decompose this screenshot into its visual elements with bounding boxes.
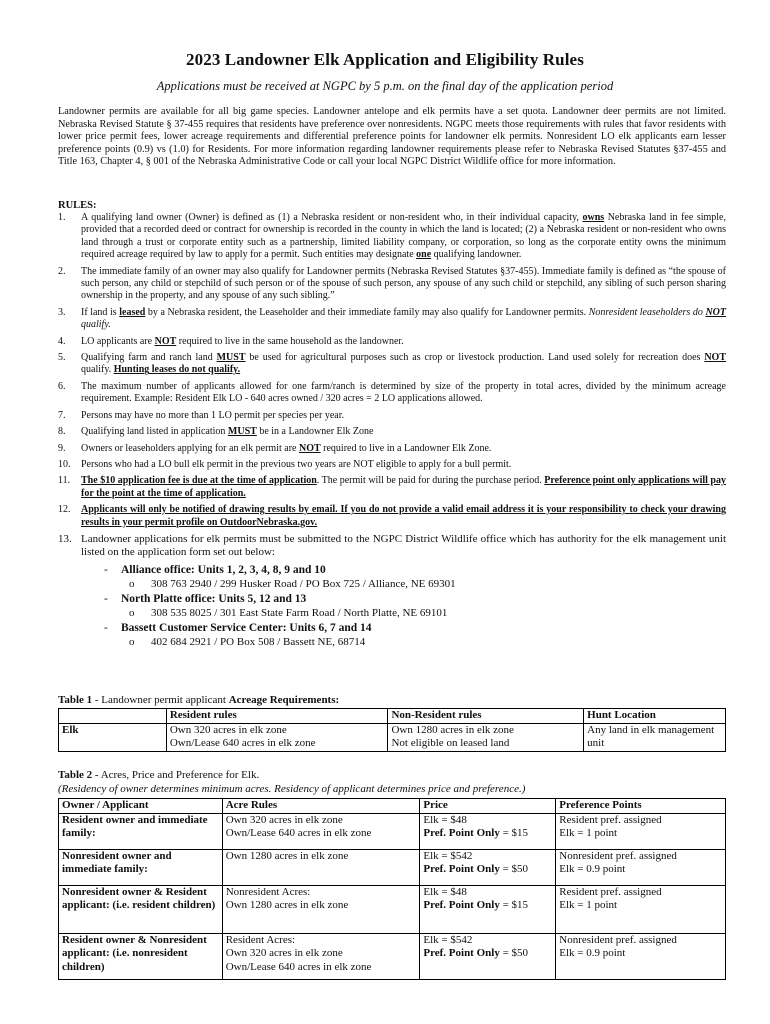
rule-item: 9. Owners or leaseholders applying for an elk permit are NOT required to live in a Landowner Elk Zone.: [58, 442, 492, 454]
rules-heading: RULES:: [58, 200, 97, 211]
table1-caption: Table 1 - Landowner permit applicant Acreage Requirements:: [58, 694, 340, 706]
intro-paragraph: Landowner permits are available for all big game species. Landowner antelope and elk permits have a set quota. Landowner deer permits are not limited. Nebraska Revised Statute § 37-455 requires that residents have preference over nonresidents. NGPC meets those requirements with rules that favor residents with lower price permit fees, lower acreage requirements and differential preference points for landowner elk permits. Nonresident LO elk applicants earn lesser preference points (0.9) vs (1.0) for Residents. For more information regarding landowner requirements please refer to Nebraska Revised Statutes §37-455 and Title 163, Chapter 4, § 001 of the Nebraska Administrative Code or call your local NGPC District Wildlife office for more information.: [58, 106, 726, 168]
rule-item: 4. LO applicants are NOT required to live in the same household as the landowner.: [58, 335, 404, 347]
table2-caption: Table 2 - Acres, Price and Preference for Elk.: [58, 769, 260, 781]
table-row: Resident owner and immediate family: Own 320 acres in elk zone Own/Lease 640 acres in elk zone Elk = $48 Pref. Point Only = $15 Resident pref. assigned Elk = 1 point: [59, 813, 726, 849]
rule-item: 7. Persons may have no more than 1 LO permit per species per year.: [58, 409, 344, 421]
rule-item: 12. Applicants will only be notified of drawing results by email. If you do not provide a valid email address it is your responsibility to check your drawing results in your permit profile on OutdoorNebraska.gov.: [58, 504, 726, 528]
rule-item: 2. The immediate family of an owner may also qualify for Landowner permits (Nebraska Revised Statutes §37-455). Immediate family is defined as “the spouse of such person, any child or stepchild of such person or of the spouse of such person, any spouse of any such child or stepchild, any sibling of such person sharing ownership in the property, and any spouse of any such sibling.”: [58, 265, 726, 302]
rule-item: 5. Qualifying farm and ranch land MUST be used for agricultural purposes such as crop or livestock production. Land used solely for recreation does NOT qualify. Hunting leases do not qualify.: [58, 352, 726, 376]
rule-item: 6. The maximum number of applicants allowed for one farm/ranch is determined by size of the property in total acres, divided by the minimum acreage requirement. Example: Resident Elk LO - 640 acres owned / 320 acres = 2 LO applications allowed.: [58, 380, 726, 405]
rules-list: [58, 212, 726, 654]
rule-item: 10. Persons who had a LO bull elk permit in the previous two years are NOT eligible to apply for a bull permit.: [58, 458, 512, 470]
table-header-row: Resident rules Non-Resident rules Hunt Location: [59, 709, 726, 724]
office-list: [81, 563, 726, 650]
table-row: Resident owner & Nonresident applicant: (i.e. nonresident children) Resident Acres: Own 320 acres in elk zone Own/Lease 640 acres in elk zone Elk = $542 Pref. Point Only = $50 Nonresident pref. assigned Elk = 0.9 point: [59, 933, 726, 979]
rule-item: 13. Landowner applications for elk permits must be submitted to the NGPC District Wildlife office which has authority for the elk management unit listed on the application form set out below: - Alliance office: Units 1, 2, 3, 4, 8, 9 and 10 o 308 763 2940 / 299 Husker Road / PO Box 725 / Alliance, NE 69301 - North Platte office: Units 5, 12 and 13 o 308 535 8025 / 301 East State Farm Road / North Platte, NE 69101 - Bassett Customer Service Center: Units 6, 7 and 14 o 402 684 2921 / PO Box 508 / Bassett NE, 68714: [58, 532, 726, 649]
table-row: Nonresident owner and immediate family: Own 1280 acres in elk zone Elk = $542 Pref. Point Only = $50 Nonresident pref. assigned Elk = 0.9 point: [59, 849, 726, 885]
page-subtitle: Applications must be received at NGPC by 5 p.m. on the final day of the application period: [156, 79, 614, 93]
rule-item: 1. A qualifying land owner (Owner) is defined as (1) a Nebraska resident or non-resident who, in their individual capacity, owns Nebraska land in fee simple, provided that a recorded deed or contract for ownership is recorded in the county in which the land is located; (2) a Nebraska resident or non-resident who owns land through a trust or corporate entity such as a partnership, limited liability company, or corporation, so long as the corporate entity owns the minimum required acreage required by law to apply for a permit. Such entities may designate one qualifying landowner.: [58, 212, 726, 261]
table2-note: (Residency of owner determines minimum acres. Residency of applicant determines price and preference.): [58, 783, 526, 795]
table-header-row: Owner / Applicant Acre Rules Price Preference Points: [59, 799, 726, 814]
office-item: - North Platte office: Units 5, 12 and 13 o 308 535 8025 / 301 East State Farm Road / North Platte, NE 69101: [104, 592, 448, 620]
office-item: - Alliance office: Units 1, 2, 3, 4, 8, 9 and 10 o 308 763 2940 / 299 Husker Road / PO Box 725 / Alliance, NE 69301: [104, 563, 456, 591]
table-row: Nonresident owner & Resident applicant: (i.e. resident children) Nonresident Acres: Own 1280 acres in elk zone Elk = $48 Pref. Point Only = $15 Resident pref. assigned Elk = 1 point: [59, 885, 726, 933]
table-row: Elk Own 320 acres in elk zone Own/Lease 640 acres in elk zone Own 1280 acres in elk zone Not eligible on leased land Any land in elk management unit: [59, 723, 726, 751]
price-preference-table: [58, 798, 726, 980]
rule-item: 11. The $10 application fee is due at the time of application. The permit will be paid for during the purchase period. Preference point only applications will pay for the point at the time of application.: [58, 475, 726, 499]
office-item: - Bassett Customer Service Center: Units 6, 7 and 14 o 402 684 2921 / PO Box 508 / Bassett NE, 68714: [104, 621, 372, 649]
rule-item: 3. If land is leased by a Nebraska resident, the Leaseholder and their immediate family may also qualify for Landowner permits. Nonresident leaseholders do NOT qualify.: [58, 306, 727, 331]
page-title: 2023 Landowner Elk Application and Eligibility Rules: [186, 50, 584, 69]
acreage-table: [58, 708, 726, 752]
rule-item: 8. Qualifying land listed in application MUST be in a Landowner Elk Zone: [58, 426, 374, 438]
